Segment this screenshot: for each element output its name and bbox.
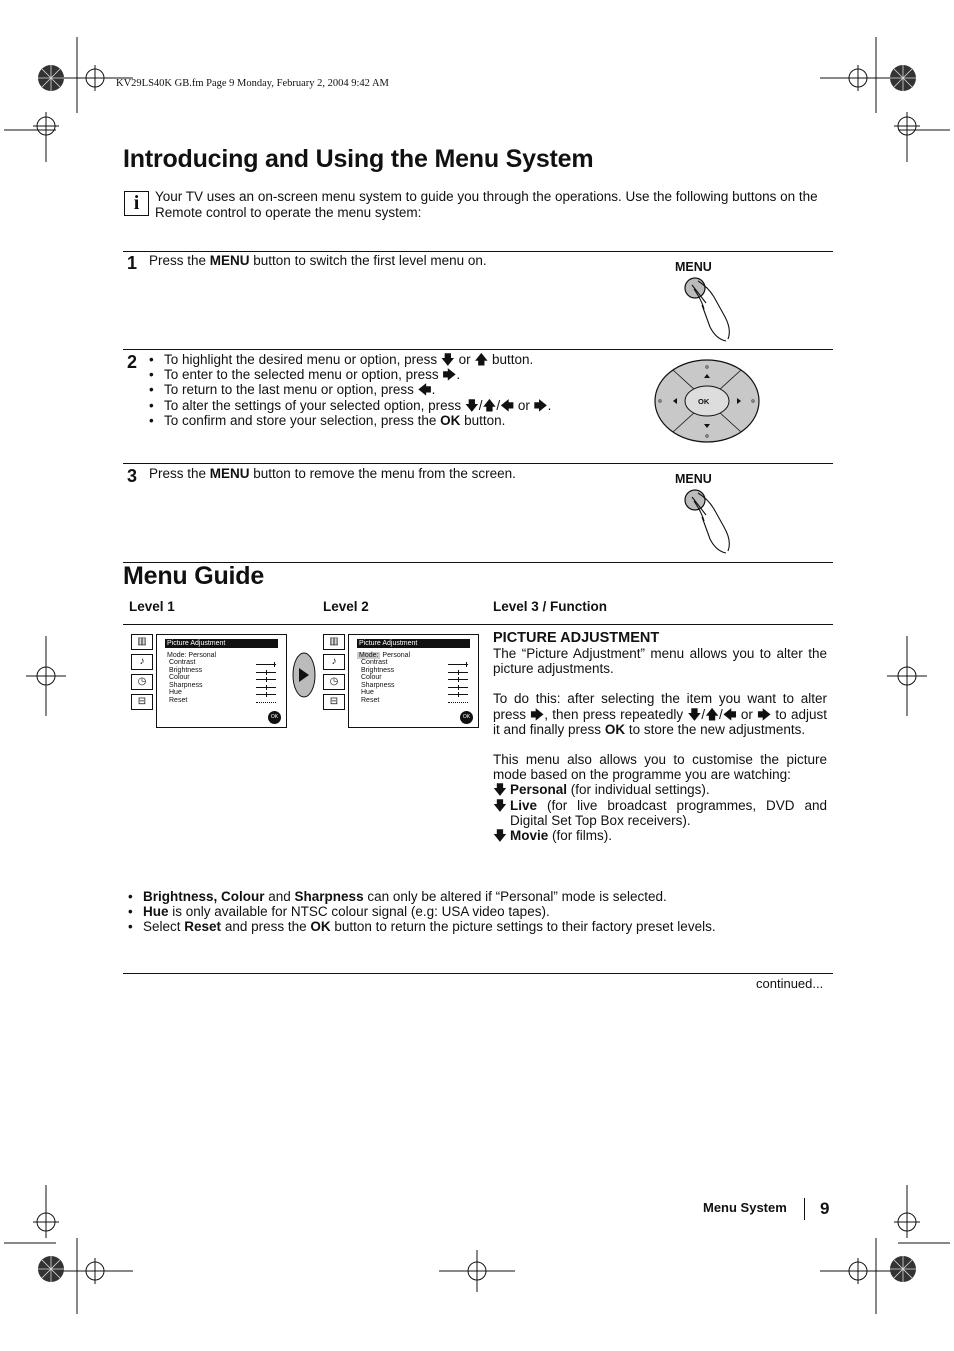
step-3-rule xyxy=(123,463,833,464)
column-header-level-1: Level 1 xyxy=(129,599,175,614)
osd-item-reset: Reset xyxy=(169,697,188,704)
list-item: • To confirm and store your selection, press the OK button. xyxy=(149,413,639,428)
menu-button-press-icon xyxy=(680,275,740,345)
step-3-text: Press the MENU button to remove the menu from the screen. xyxy=(149,466,516,481)
function-paragraph-3: This menu also allows you to customise the picture mode based on the programme you are watching: xyxy=(493,752,827,783)
osd-item-reset: Reset xyxy=(361,697,380,704)
step-3-number: 3 xyxy=(127,466,138,486)
menu-button-label: MENU xyxy=(675,472,712,486)
list-item: 🡇 Personal (for individual settings). xyxy=(493,782,710,798)
step-1-rule xyxy=(123,251,833,252)
arrow-down-icon: 🡇 xyxy=(493,782,507,798)
picture-icon: ▥ xyxy=(131,634,153,650)
list-item: • To enter to the selected menu or option, press 🡆. xyxy=(149,367,639,382)
continued-label: continued... xyxy=(756,976,824,991)
osd-item-brightness: Brightness xyxy=(169,667,203,674)
section-title-menu-guide: Menu Guide xyxy=(123,562,265,590)
osd-item-hue: Hue xyxy=(361,689,374,696)
sound-icon: ♪ xyxy=(323,654,345,670)
osd-item-brightness: Brightness xyxy=(361,667,395,674)
list-item: • To return to the last menu or option, press 🡄. xyxy=(149,382,639,397)
ok-icon: OK xyxy=(460,711,473,724)
osd-item-hue: Hue xyxy=(169,689,182,696)
menu-button-label: MENU xyxy=(675,260,712,274)
notes-list xyxy=(128,889,828,935)
info-icon: i xyxy=(124,191,149,216)
ok-icon: OK xyxy=(268,711,281,724)
file-header: KV29LS40K GB.fm Page 9 Monday, February 2, 2004 9:42 AM xyxy=(116,78,389,89)
footer-divider xyxy=(804,1198,805,1220)
osd-item-sharpness: Sharpness xyxy=(361,682,395,689)
column-header-level-2: Level 2 xyxy=(323,599,369,614)
list-item: • Hue is only available for NTSC colour signal (e.g: USA video tapes). xyxy=(128,904,828,919)
setup-icon: ⊟ xyxy=(131,694,153,710)
osd-mode: Mode: Personal xyxy=(359,652,411,659)
step-1-number: 1 xyxy=(127,253,138,273)
step-1-text: Press the MENU button to switch the first level menu on. xyxy=(149,253,487,268)
step-2-number: 2 xyxy=(127,352,138,372)
osd-item-contrast: Contrast xyxy=(169,659,196,666)
osd-item-contrast: Contrast xyxy=(361,659,388,666)
footer-section-label: Menu System xyxy=(703,1200,787,1215)
osd-item-sharpness: Sharpness xyxy=(169,682,203,689)
osd-title: Picture Adjustment xyxy=(357,639,470,648)
page-number: 9 xyxy=(820,1199,830,1218)
function-paragraph-2: To do this: after selecting the item you want to alter press 🡆, then press repeatedly 🡇/🡅/🡄 or 🡆 to adjust it and finally press OK to store the new adjustments. xyxy=(493,691,827,737)
function-paragraph-1: The “Picture Adjustment” menu allows you to alter the picture adjustments. xyxy=(493,646,827,677)
bottom-rule xyxy=(123,973,833,974)
list-item: • To alter the settings of your selected option, press 🡇/🡅/🡄 or 🡆. xyxy=(149,398,639,413)
picture-icon: ▥ xyxy=(323,634,345,650)
step-2-instructions xyxy=(149,352,639,428)
arrow-down-icon: 🡇 xyxy=(493,828,507,844)
function-heading: PICTURE ADJUSTMENT xyxy=(493,630,660,646)
list-item: • Brightness, Colour and Sharpness can only be altered if “Personal” mode is selected. xyxy=(128,889,828,904)
section-title-menu-system: Introducing and Using the Menu System xyxy=(123,145,594,173)
step-2-rule xyxy=(123,349,833,350)
menu-guide-header-rule xyxy=(123,624,833,625)
arrow-right-icon xyxy=(291,651,317,699)
arrow-down-icon: 🡇 xyxy=(493,797,507,813)
osd-item-colour: Colour xyxy=(169,674,190,681)
osd-title: Picture Adjustment xyxy=(165,639,278,648)
picture-adjustment-function xyxy=(493,630,827,843)
intro-text: Your TV uses an on-screen menu system to guide you through the operations. Use the following buttons on the Remote control to operate the menu system: xyxy=(155,189,818,220)
osd-level-1 xyxy=(156,634,287,728)
osd-level-2 xyxy=(348,634,479,728)
ok-button-label: OK xyxy=(698,397,710,406)
menu-button-press-icon xyxy=(680,487,740,557)
list-item: 🡇 Movie (for films). xyxy=(493,828,613,844)
menu-icons-level-2 xyxy=(323,634,345,714)
timer-icon: ◷ xyxy=(323,674,345,690)
list-item: • To highlight the desired menu or option, press 🡇 or 🡅 button. xyxy=(149,352,639,367)
column-header-level-3: Level 3 / Function xyxy=(493,599,608,614)
osd-item-colour: Colour xyxy=(361,674,382,681)
menu-icons-level-1 xyxy=(131,634,153,714)
list-item: • Select Reset and press the OK button to return the picture settings to their factory preset levels. xyxy=(128,919,828,934)
list-item: 🡇 Live (for live broadcast programmes, DVD and Digital Set Top Box receivers). xyxy=(493,797,827,828)
sound-icon: ♪ xyxy=(131,654,153,670)
setup-icon: ⊟ xyxy=(323,694,345,710)
osd-mode: Mode: Personal xyxy=(167,652,217,659)
timer-icon: ◷ xyxy=(131,674,153,690)
